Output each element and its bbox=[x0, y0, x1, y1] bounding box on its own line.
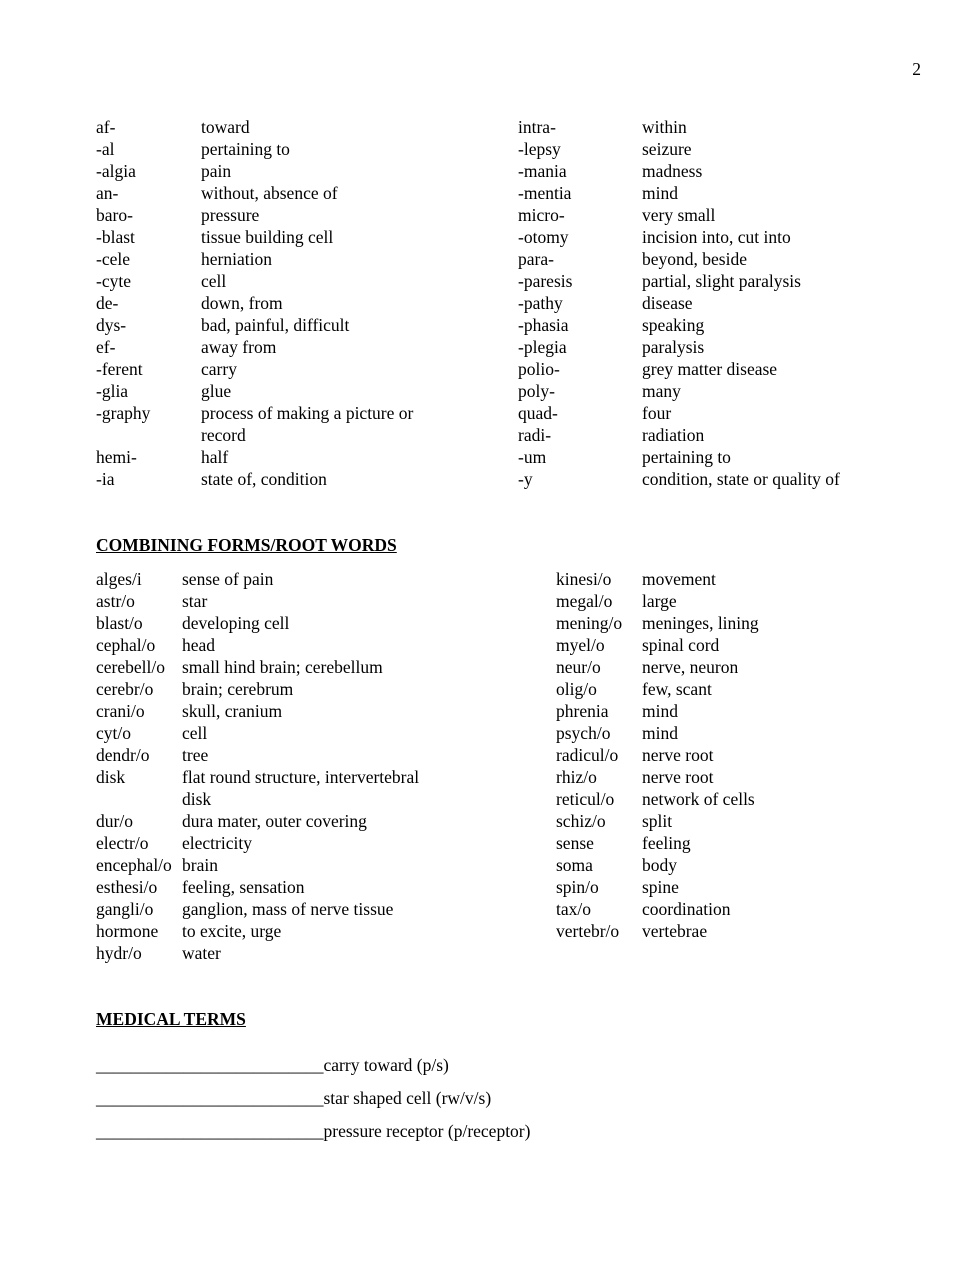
glossary-row bbox=[96, 226, 413, 248]
glossary-row bbox=[96, 380, 413, 402]
term: cephal/o bbox=[96, 635, 156, 655]
term: soma bbox=[556, 855, 593, 875]
term: hormone bbox=[96, 921, 159, 941]
definition: process of making a picture or bbox=[201, 403, 414, 423]
root-list-left bbox=[96, 568, 419, 964]
definition: spine bbox=[642, 877, 679, 897]
glossary-row bbox=[96, 678, 419, 700]
term: -lepsy bbox=[518, 139, 561, 159]
term: ef- bbox=[96, 337, 116, 357]
definition: herniation bbox=[201, 249, 272, 269]
term: blast/o bbox=[96, 613, 143, 633]
term: polio- bbox=[518, 359, 560, 379]
definition: paralysis bbox=[642, 337, 705, 357]
definition: carry bbox=[201, 359, 237, 379]
definition: mind bbox=[642, 183, 678, 203]
definition: pertaining to bbox=[201, 139, 290, 159]
term: baro- bbox=[96, 205, 133, 225]
definition: grey matter disease bbox=[642, 359, 778, 379]
glossary-row bbox=[556, 568, 759, 590]
definition: glue bbox=[201, 381, 232, 401]
glossary-row bbox=[96, 138, 413, 160]
term: astr/o bbox=[96, 591, 135, 611]
definition: nerve, neuron bbox=[642, 657, 739, 677]
affix-list-right bbox=[518, 116, 840, 490]
term-clue: pressure receptor (p/receptor) bbox=[323, 1121, 531, 1141]
definition: incision into, cut into bbox=[642, 227, 791, 247]
definition: dura mater, outer covering bbox=[182, 811, 367, 831]
term: encephal/o bbox=[96, 855, 172, 875]
definition: to excite, urge bbox=[182, 921, 282, 941]
glossary-row bbox=[96, 248, 413, 270]
definition: star bbox=[182, 591, 208, 611]
glossary-row bbox=[96, 612, 419, 634]
term: electr/o bbox=[96, 833, 149, 853]
glossary-row bbox=[96, 634, 419, 656]
term: vertebr/o bbox=[556, 921, 620, 941]
definition: nerve root bbox=[642, 745, 714, 765]
glossary-row bbox=[518, 160, 840, 182]
glossary-row bbox=[556, 810, 759, 832]
term: an- bbox=[96, 183, 119, 203]
definition: coordination bbox=[642, 899, 731, 919]
definition: skull, cranium bbox=[182, 701, 283, 721]
definition: pain bbox=[201, 161, 232, 181]
definition: toward bbox=[201, 117, 250, 137]
term: schiz/o bbox=[556, 811, 606, 831]
definition: brain; cerebrum bbox=[182, 679, 294, 699]
term: rhiz/o bbox=[556, 767, 597, 787]
glossary-row bbox=[518, 446, 840, 468]
term: cerebr/o bbox=[96, 679, 154, 699]
term: -algia bbox=[96, 161, 136, 181]
glossary-row bbox=[96, 766, 419, 788]
term: kinesi/o bbox=[556, 569, 612, 589]
term: tax/o bbox=[556, 899, 591, 919]
glossary-row bbox=[96, 920, 419, 942]
term: -al bbox=[96, 139, 115, 159]
term: olig/o bbox=[556, 679, 597, 699]
definition: within bbox=[642, 117, 687, 137]
glossary-row bbox=[96, 898, 419, 920]
affix-list-left bbox=[96, 116, 413, 490]
definition: four bbox=[642, 403, 672, 423]
definition: pertaining to bbox=[642, 447, 731, 467]
definition: cell bbox=[201, 271, 227, 291]
glossary-row bbox=[96, 446, 413, 468]
glossary-row bbox=[556, 920, 759, 942]
term: -plegia bbox=[518, 337, 567, 357]
glossary-row bbox=[96, 568, 419, 590]
glossary-row bbox=[556, 678, 759, 700]
definition: state of, condition bbox=[201, 469, 327, 489]
term: micro- bbox=[518, 205, 565, 225]
term: radi- bbox=[518, 425, 552, 445]
fill-in-line bbox=[96, 1119, 530, 1152]
glossary-row bbox=[96, 468, 413, 490]
definition: feeling, sensation bbox=[182, 877, 305, 897]
definition: meninges, lining bbox=[642, 613, 759, 633]
glossary-row bbox=[518, 402, 840, 424]
medical-terms-heading: MEDICAL TERMS bbox=[96, 1009, 246, 1029]
term: -phasia bbox=[518, 315, 569, 335]
glossary-row bbox=[556, 788, 759, 810]
glossary-row bbox=[96, 160, 413, 182]
glossary-row bbox=[518, 314, 840, 336]
definition: very small bbox=[642, 205, 716, 225]
definition: electricity bbox=[182, 833, 252, 853]
glossary-row bbox=[518, 468, 840, 490]
glossary-row bbox=[556, 634, 759, 656]
term: intra- bbox=[518, 117, 556, 137]
glossary-row bbox=[96, 270, 413, 292]
term bbox=[96, 424, 201, 446]
glossary-row bbox=[556, 898, 759, 920]
term: dys- bbox=[96, 315, 127, 335]
definition: madness bbox=[642, 161, 703, 181]
page-number: 2 bbox=[912, 59, 921, 79]
definition: spinal cord bbox=[642, 635, 720, 655]
term: -ferent bbox=[96, 359, 143, 379]
term: cerebell/o bbox=[96, 657, 165, 677]
definition: flat round structure, intervertebral bbox=[182, 767, 420, 787]
definition: mind bbox=[642, 701, 678, 721]
combining-forms-heading: COMBINING FORMS/ROOT WORDS bbox=[96, 535, 397, 555]
term: -cyte bbox=[96, 271, 131, 291]
definition: mind bbox=[642, 723, 678, 743]
term bbox=[96, 788, 182, 810]
term: -mania bbox=[518, 161, 567, 181]
definition: seizure bbox=[642, 139, 692, 159]
definition: beyond, beside bbox=[642, 249, 747, 269]
glossary-row bbox=[96, 788, 419, 810]
fill-in-line bbox=[96, 1086, 530, 1119]
fill-in-line bbox=[96, 1053, 530, 1086]
definition: vertebrae bbox=[642, 921, 708, 941]
term: megal/o bbox=[556, 591, 613, 611]
term: reticul/o bbox=[556, 789, 615, 809]
term: spin/o bbox=[556, 877, 599, 897]
term: dendr/o bbox=[96, 745, 150, 765]
glossary-row bbox=[556, 854, 759, 876]
definition: network of cells bbox=[642, 789, 755, 809]
glossary-row bbox=[556, 612, 759, 634]
definition: small hind brain; cerebellum bbox=[182, 657, 383, 677]
answer-blank[interactable]: __________________________ bbox=[96, 1088, 324, 1108]
definition: many bbox=[642, 381, 681, 401]
term: quad- bbox=[518, 403, 558, 423]
definition: tree bbox=[182, 745, 209, 765]
glossary-row bbox=[96, 656, 419, 678]
term-clue: star shaped cell (rw/v/s) bbox=[323, 1088, 492, 1108]
definition: developing cell bbox=[182, 613, 290, 633]
term: poly- bbox=[518, 381, 555, 401]
glossary-row bbox=[556, 832, 759, 854]
definition: water bbox=[182, 943, 221, 963]
term: -ia bbox=[96, 469, 115, 489]
root-list-right bbox=[556, 568, 759, 942]
definition: movement bbox=[642, 569, 716, 589]
glossary-row bbox=[556, 656, 759, 678]
definition: ganglion, mass of nerve tissue bbox=[182, 899, 394, 919]
term: de- bbox=[96, 293, 119, 313]
term: mening/o bbox=[556, 613, 623, 633]
glossary-row bbox=[96, 744, 419, 766]
glossary-row bbox=[518, 270, 840, 292]
term: sense bbox=[556, 833, 594, 853]
answer-blank[interactable]: __________________________ bbox=[96, 1121, 324, 1141]
term: hydr/o bbox=[96, 943, 142, 963]
definition: partial, slight paralysis bbox=[642, 271, 801, 291]
glossary-row bbox=[518, 358, 840, 380]
definition: condition, state or quality of bbox=[642, 469, 840, 489]
glossary-row bbox=[96, 336, 413, 358]
definition: large bbox=[642, 591, 677, 611]
term: esthesi/o bbox=[96, 877, 158, 897]
definition: record bbox=[201, 425, 246, 445]
definition: down, from bbox=[201, 293, 283, 313]
term: -pathy bbox=[518, 293, 563, 313]
glossary-row bbox=[96, 424, 413, 446]
term: neur/o bbox=[556, 657, 601, 677]
term: -um bbox=[518, 447, 547, 467]
glossary-row bbox=[96, 292, 413, 314]
term: hemi- bbox=[96, 447, 137, 467]
glossary-row bbox=[96, 876, 419, 898]
glossary-row bbox=[518, 138, 840, 160]
term-clue: carry toward (p/s) bbox=[323, 1055, 449, 1075]
glossary-row bbox=[556, 876, 759, 898]
term: -cele bbox=[96, 249, 130, 269]
term: gangli/o bbox=[96, 899, 154, 919]
term: myel/o bbox=[556, 635, 605, 655]
glossary-row bbox=[518, 336, 840, 358]
glossary-row bbox=[556, 766, 759, 788]
glossary-row bbox=[556, 700, 759, 722]
term: alges/i bbox=[96, 569, 142, 589]
definition: split bbox=[642, 811, 673, 831]
glossary-row bbox=[96, 832, 419, 854]
glossary-row bbox=[518, 380, 840, 402]
term: cyt/o bbox=[96, 723, 131, 743]
glossary-row bbox=[518, 182, 840, 204]
glossary-row bbox=[96, 182, 413, 204]
definition: head bbox=[182, 635, 216, 655]
term: -blast bbox=[96, 227, 135, 247]
term: -graphy bbox=[96, 403, 151, 423]
definition: cell bbox=[182, 723, 208, 743]
term: disk bbox=[96, 767, 126, 787]
definition: body bbox=[642, 855, 677, 875]
definition: half bbox=[201, 447, 229, 467]
glossary-row bbox=[96, 722, 419, 744]
term: radicul/o bbox=[556, 745, 619, 765]
term: -paresis bbox=[518, 271, 573, 291]
glossary-row bbox=[96, 854, 419, 876]
glossary-row bbox=[96, 402, 413, 424]
glossary-row bbox=[556, 722, 759, 744]
definition: speaking bbox=[642, 315, 705, 335]
answer-blank[interactable]: __________________________ bbox=[96, 1055, 324, 1075]
glossary-row bbox=[96, 942, 419, 964]
glossary-row bbox=[96, 590, 419, 612]
definition: feeling bbox=[642, 833, 691, 853]
definition: brain bbox=[182, 855, 218, 875]
definition: nerve root bbox=[642, 767, 714, 787]
definition: disk bbox=[182, 789, 212, 809]
definition: radiation bbox=[642, 425, 705, 445]
definition: pressure bbox=[201, 205, 260, 225]
term: psych/o bbox=[556, 723, 611, 743]
term: -y bbox=[518, 469, 533, 489]
term: para- bbox=[518, 249, 554, 269]
definition: bad, painful, difficult bbox=[201, 315, 350, 335]
glossary-row bbox=[96, 314, 413, 336]
term: dur/o bbox=[96, 811, 133, 831]
term: crani/o bbox=[96, 701, 145, 721]
term: af- bbox=[96, 117, 116, 137]
definition: few, scant bbox=[642, 679, 712, 699]
glossary-row bbox=[556, 590, 759, 612]
definition: disease bbox=[642, 293, 693, 313]
glossary-row bbox=[518, 248, 840, 270]
glossary-row bbox=[556, 744, 759, 766]
glossary-row bbox=[518, 204, 840, 226]
definition: tissue building cell bbox=[201, 227, 334, 247]
glossary-row bbox=[96, 700, 419, 722]
glossary-row bbox=[96, 810, 419, 832]
glossary-row bbox=[518, 226, 840, 248]
term: -glia bbox=[96, 381, 129, 401]
glossary-row bbox=[518, 424, 840, 446]
term: phrenia bbox=[556, 701, 609, 721]
glossary-row bbox=[96, 204, 413, 226]
definition: away from bbox=[201, 337, 277, 357]
glossary-row bbox=[518, 292, 840, 314]
term: -mentia bbox=[518, 183, 572, 203]
definition: without, absence of bbox=[201, 183, 338, 203]
term: -otomy bbox=[518, 227, 569, 247]
glossary-row bbox=[96, 358, 413, 380]
glossary-row bbox=[518, 116, 840, 138]
medical-terms-list bbox=[96, 1053, 530, 1152]
definition: sense of pain bbox=[182, 569, 274, 589]
glossary-row bbox=[96, 116, 413, 138]
